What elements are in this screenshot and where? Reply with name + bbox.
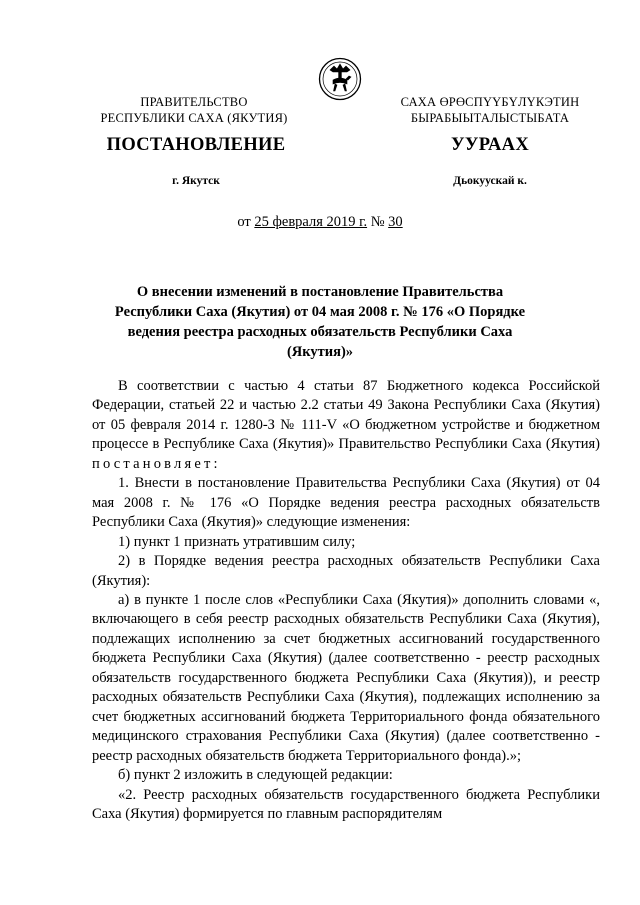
number-sign: № — [367, 214, 389, 230]
document-body — [92, 377, 600, 824]
body-paragraph-3: 2) в Порядке ведения реестра расходных обязательств Республики Саха (Якутия): — [92, 553, 600, 589]
body-paragraph-4: а) в пункте 1 после слов «Республики Саха (Якутия)» дополнить словами «, включающего в себя реестр расходных обязательств Республики Саха (Якутия), подлежащих исполнению за счет бюджетных ассигнований государственного бюджета Республики Саха (Якутия) (далее соответственно - реестр расходных обязательств государственного бюджета Республики Саха (Якутия)), и реестр расходных обязательств Республики Саха (Якутия), подлежащих исполнению за счет бюджетных ассигнований бюджета Территориального фонда обязательного медицинского страхования Республики Саха (Якутия) (далее соответственно - реестр расходных обязательств бюджета Территориального фонда).»; — [92, 591, 600, 764]
issuer-yakut-line-2: БЫРАБЫЫТАЛЫСТЫБАТА — [410, 111, 570, 125]
resolves-word: постановляет: — [92, 455, 221, 472]
city-russian: г. Якутск — [172, 175, 220, 187]
document-type-russian: ПОСТАНОВЛЕНИЕ — [106, 135, 286, 155]
document-number: 30 — [388, 214, 403, 230]
issuer-name-yakut — [380, 94, 600, 126]
preamble-text: В соответствии с частью 4 статьи 87 Бюджетного кодекса Российской Федерации, статьей 22 и частью 2.2 статьи 49 Закона Республики Саха (Якутия) от 05 февраля 2014 г. 1280-З № 111-V «О бюджетном устройстве и бюджетном процессе в Республике Саха (Якутия)» Правительство Республики Саха (Якутия) — [92, 378, 600, 453]
body-paragraph-6: «2. Реестр расходных обязательств государственного бюджета Республики Саха (Якутия) формируется по главным распорядителям — [92, 786, 600, 822]
body-paragraph-5: б) пункт 2 изложить в следующей редакции: — [118, 767, 393, 784]
issuer-line-2: РЕСПУБЛИКИ САХА (ЯКУТИЯ) — [100, 111, 288, 125]
issuer-yakut-line-1: САХА ӨРӨСПҮҮБҮЛҮКЭТИН — [400, 95, 580, 109]
document-date: 25 февраля 2019 г. — [254, 214, 368, 230]
document-date-number — [0, 214, 640, 231]
body-paragraph-2: 1) пункт 1 признать утратившим силу; — [118, 533, 356, 550]
body-paragraph-preamble — [92, 377, 600, 474]
issuer-line-1: ПРАВИТЕЛЬСТВО — [140, 95, 248, 109]
city-yakut: Дьокуускай к. — [453, 175, 527, 187]
body-paragraph-1: 1. Внести в постановление Правительства Республики Саха (Якутия) от 04 мая 2008 г. № 176 «О Порядке ведения реестра расходных обязательств Республики Саха (Якутия)» следующие изменения: — [92, 475, 600, 531]
document-title: О внесении изменений в постановление Правительства Республики Саха (Якутия) от 04 мая 2008 г. № 176 «О Порядке ведения реестра расходных обязательств Республики Саха (Якутия)» — [114, 284, 526, 360]
issuer-name-russian — [96, 94, 292, 126]
coat-of-arms-icon — [318, 57, 362, 101]
date-prefix: от — [237, 214, 255, 230]
document-type-yakut: УУРААХ — [451, 135, 529, 155]
